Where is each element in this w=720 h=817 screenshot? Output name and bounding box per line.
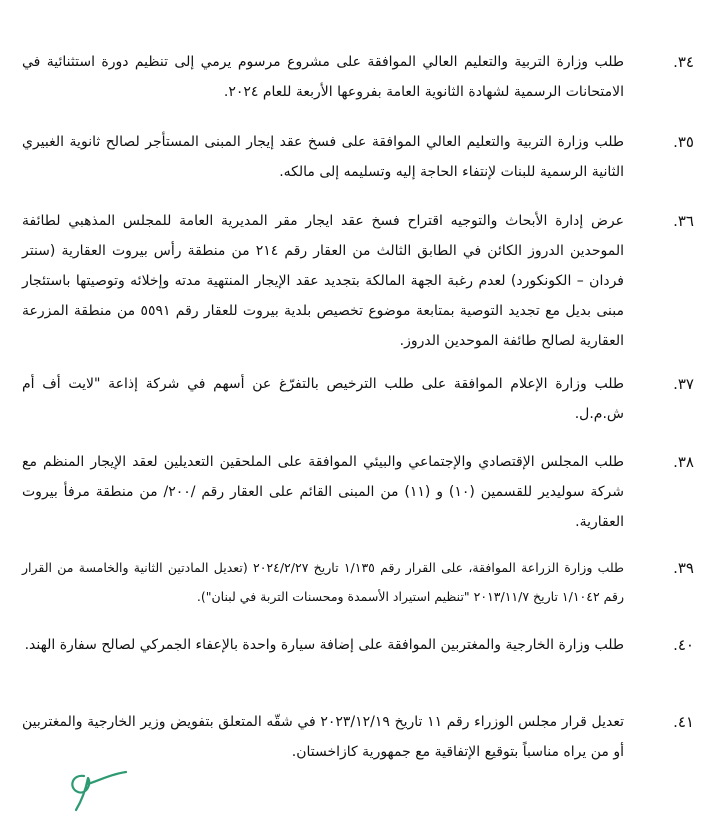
item-text: طلب وزارة التربية والتعليم العالي الموافقة على فسخ عقد إيجار المبنى المستأجر لصالح ثانوية الغبيري الثانية الرسمية للبنات لإنتفاء الحاجة إليه وتسليمه إلى مالكه.: [22, 134, 624, 180]
agenda-item-37: [0, 369, 694, 429]
item-number: ٣٨.: [673, 453, 694, 471]
item-text: طلب وزارة الزراعة الموافقة، على القرار رقم ١/١٣٥ تاريخ ٢٠٢٤/٢/٢٧ (تعديل المادتين الثانية والخامسة من القرار رقم ١/١٠٤٢ تاريخ ٢٠١٣/١١/٧ "تنظيم استيراد الأسمدة ومحسنات التربة في لبنان").: [22, 560, 624, 604]
item-number: ٣٤.: [673, 53, 694, 71]
item-text: طلب وزارة الخارجية والمغتربين الموافقة على إضافة سيارة واحدة بالإعفاء الجمركي لصالح سفارة الهند.: [24, 637, 624, 653]
agenda-item-41: [0, 707, 694, 767]
agenda-item-40: [0, 630, 694, 660]
item-text: تعديل قرار مجلس الوزراء رقم ١١ تاريخ ٢٠٢٣/١٢/١٩ في شقّه المتعلق بتفويض وزير الخارجية والمغتربين أو من يراه مناسباً بتوقيع الإتفاقية مع جمهورية كازاخستان.: [22, 714, 624, 760]
item-number: ٣٩.: [673, 559, 694, 577]
agenda-item-38: [0, 447, 694, 537]
item-number: ٣٦.: [673, 212, 694, 230]
item-text: طلب وزارة التربية والتعليم العالي الموافقة على مشروع مرسوم يرمي إلى تنظيم دورة استثنائية في الامتحانات الرسمية لشهادة الثانوية العامة بفروعها الأربعة للعام ٢٠٢٤.: [22, 54, 624, 100]
item-number: ٣٥.: [673, 133, 694, 151]
agenda-item-34: [0, 47, 694, 107]
item-number: ٤٠.: [673, 636, 694, 654]
agenda-item-39: [0, 553, 694, 611]
handwritten-signature: [62, 770, 132, 814]
agenda-item-35: [0, 127, 694, 187]
item-number: ٤١.: [673, 713, 694, 731]
item-text: طلب وزارة الإعلام الموافقة على طلب الترخيص بالتفرّغ عن أسهم في شركة إذاعة "لايت أف أم ش.م.ل.: [22, 376, 624, 422]
item-text: طلب المجلس الإقتصادي والإجتماعي والبيئي الموافقة على الملحقين التعديلين لعقد الإيجار المنظم مع شركة سوليدير للقسمين (١٠) و (١١) من المبنى القائم على العقار رقم /٢٠٠/ من منطقة مرفأ بيروت العقارية.: [22, 454, 625, 530]
agenda-item-36: [0, 206, 694, 356]
item-text: عرض إدارة الأبحاث والتوجيه اقتراح فسخ عقد ايجار مقر المديرية العامة للمجلس المذهبي لطائفة الموحدين الدروز الكائن في الطابق الثالث من العقار رقم ٢١٤ من منطقة رأس بيروت العقارية (سنتر فردان – الكونكورد) لعدم رغبة الجهة المالكة بتجديد عقد الإيجار المنتهية مدته وإخلائه وتوصيتها باستئجار مبنى بديل مع تجديد التوصية بمتابعة موضوع تخصيص بلدية بيروت للعقار رقم ٥٥٩١ من منطقة المزرعة العقارية لصالح طائفة الموحدين الدروز.: [22, 213, 624, 349]
item-number: ٣٧.: [673, 375, 694, 393]
